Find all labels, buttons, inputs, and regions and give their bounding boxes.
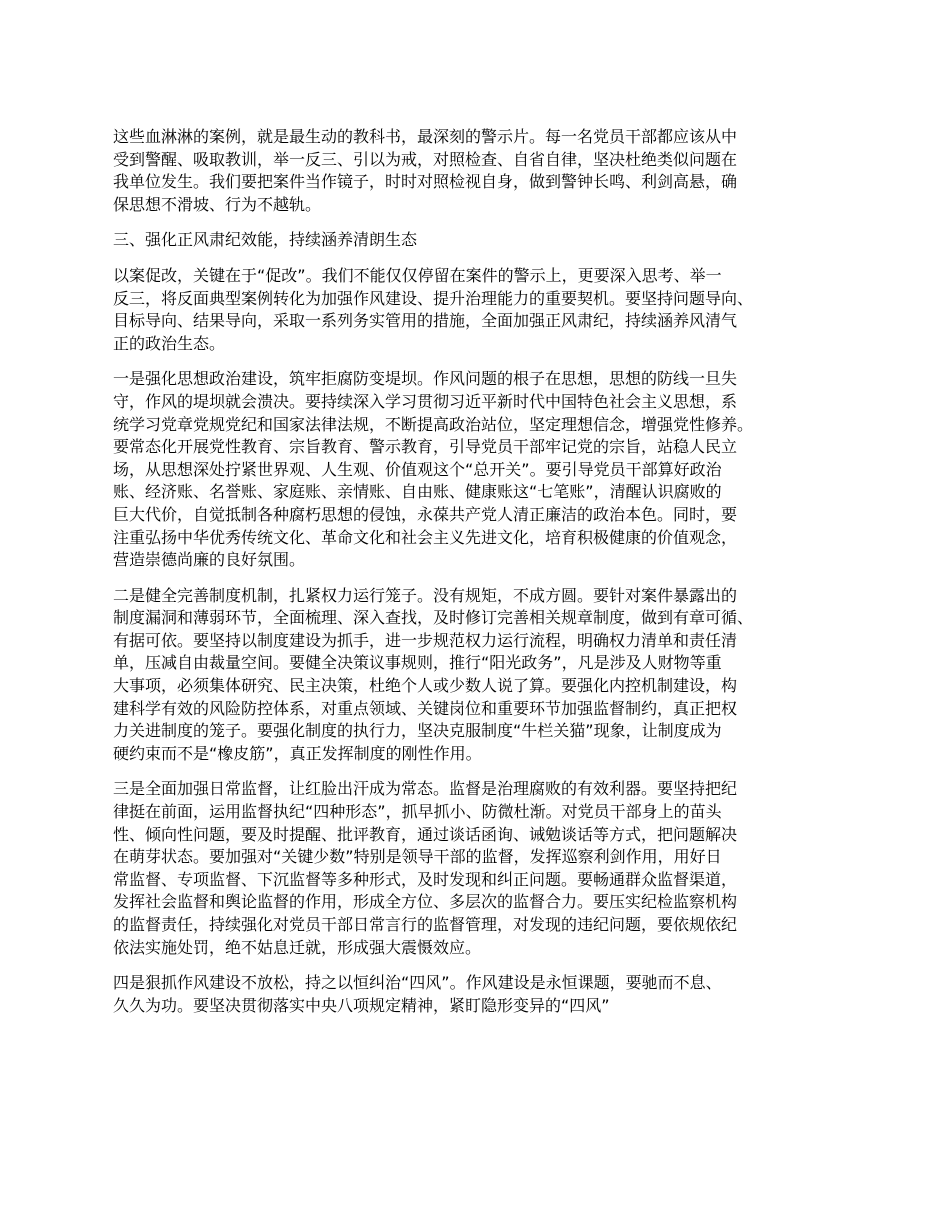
text-line: 巨大代价，自觉抵制各种腐朽思想的侵蚀，永葆共产党人清正廉洁的政治本色。同时，要 [113,504,738,524]
text-line: 场，从思想深处拧紧世界观、人生观、价值观这个“总开关”。要引导党员干部算好政治 [113,459,722,479]
document-body [113,126,853,1030]
text-line: 力关进制度的笼子。要强化制度的执行力，坚决克服制度“牛栏关猫”现象，让制度成为 [113,721,722,741]
text-line: 目标导向、结果导向，采取一系列务实管用的措施，全面加强正风肃纪，持续涵养风清气 [113,311,738,331]
text-line: 反三，将反面典型案例转化为加强作风建设、提升治理能力的重要契机。要坚持问题导向、 [113,288,754,308]
text-line: 大事项，必须集体研究、民主决策，杜绝个人或少数人说了算。要强化内控机制建设，构 [113,676,738,696]
text-line: 二是健全完善制度机制，扎紧权力运行笼子。没有规矩，不成方圆。要针对案件暴露出的 [113,585,738,605]
text-line: 律挺在前面，运用监督执纪“四种形态”，抓早抓小、防微杜渐。对党员干部身上的苗头 [113,802,722,822]
text-line: 一是强化思想政治建设，筑牢拒腐防变堤坝。作风问题的根子在思想，思想的防线一旦失 [113,369,738,389]
text-line: 三、强化正风肃纪效能，持续涵养清朗生态 [113,230,418,250]
text-line: 常监督、专项监督、下沉监督等多种形式，及时发现和纠正问题。要畅通群众监督渠道， [113,869,738,889]
text-line: 发挥社会监督和舆论监督的作用，形成全方位、多层次的监督合力。要压实纪检监察机构 [113,892,738,912]
paragraph [113,972,853,1017]
text-line: 要常态化开展党性教育、宗旨教育、警示教育，引导党员干部牢记党的宗旨，站稳人民立 [113,437,738,457]
text-line: 四是狠抓作风建设不放松，持之以恒纠治“四风”。作风建设是永恒课题，要驰而不息、 [113,973,722,993]
paragraph [113,368,853,571]
text-line: 正的政治生态。 [113,333,226,353]
text-line: 单，压减自由裁量空间。要健全决策议事规则，推行“阳光政务”，凡是涉及人财物等重 [113,653,722,673]
paragraph [113,585,853,766]
text-line: 的监督责任，持续强化对党员干部日常言行的监督管理，对发现的违纪问题，要依规依纪 [113,915,738,934]
paragraph [113,126,853,216]
text-line: 以案促改，关键在于“促改”。我们不能仅仅停留在案件的警示上，更要深入思考、举一 [113,265,722,285]
text-line: 性、倾向性问题，要及时提醒、批评教育，通过谈话函询、诫勉谈话等方式，把问题解决 [113,824,738,844]
text-line: 账、经济账、名誉账、家庭账、亲情账、自由账、健康账这“七笔账”，清醒认识腐败的 [113,482,722,502]
paragraph [113,778,853,959]
text-line: 硬约束而不是“橡皮筋”，真正发挥制度的刚性作用。 [113,743,482,763]
text-line: 保思想不滑坡、行为不越轨。 [113,194,322,214]
text-line: 受到警醒、吸取教训，举一反三、引以为戒，对照检查、自省自律，坚决杜绝类似问题在 [113,149,738,169]
text-line: 建科学有效的风险防控体系，对重点领域、关键岗位和重要环节加强监督制约，真正把权 [113,698,738,718]
text-line: 制度漏洞和薄弱环节，全面梳理、深入查找，及时修订完善相关规章制度，做到有章可循、 [113,608,754,628]
text-line: 统学习党章党规党纪和国家法律法规，不断提高政治站位，坚定理想信念，增强党性修养。 [113,414,754,434]
paragraph [113,265,853,355]
text-line: 我单位发生。我们要把案件当作镜子，时时对照检视自身，做到警钟长鸣、利剑高悬，确 [113,172,738,192]
text-line: 守，作风的堤坝就会溃决。要持续深入学习贯彻习近平新时代中国特色社会主义思想，系 [113,391,738,411]
text-line: 依法实施处罚，绝不姑息迁就，形成强大震慑效应。 [113,937,482,957]
text-line: 这些血淋淋的案例，就是最生动的教科书，最深刻的警示片。每一名党员干部都应该从中 [113,127,738,146]
section-heading [113,229,853,252]
text-line: 三是全面加强日常监督，让红脸出汗成为常态。监督是治理腐败的有效利器。要坚持把纪 [113,779,738,799]
text-line: 营造崇德尚廉的良好氛围。 [113,550,306,570]
text-line: 注重弘扬中华优秀传统文化、革命文化和社会主义先进文化，培育积极健康的价值观念， [113,527,738,547]
text-line: 久久为功。要坚决贯彻落实中央八项规定精神，紧盯隐形变异的“四风” [113,995,610,1015]
text-line: 在萌芽状态。要加强对“关键少数”特别是领导干部的监督，发挥巡察利剑作用，用好日 [113,847,722,867]
text-line: 有据可依。要坚持以制度建设为抓手，进一步规范权力运行流程，明确权力清单和责任清 [113,630,738,650]
